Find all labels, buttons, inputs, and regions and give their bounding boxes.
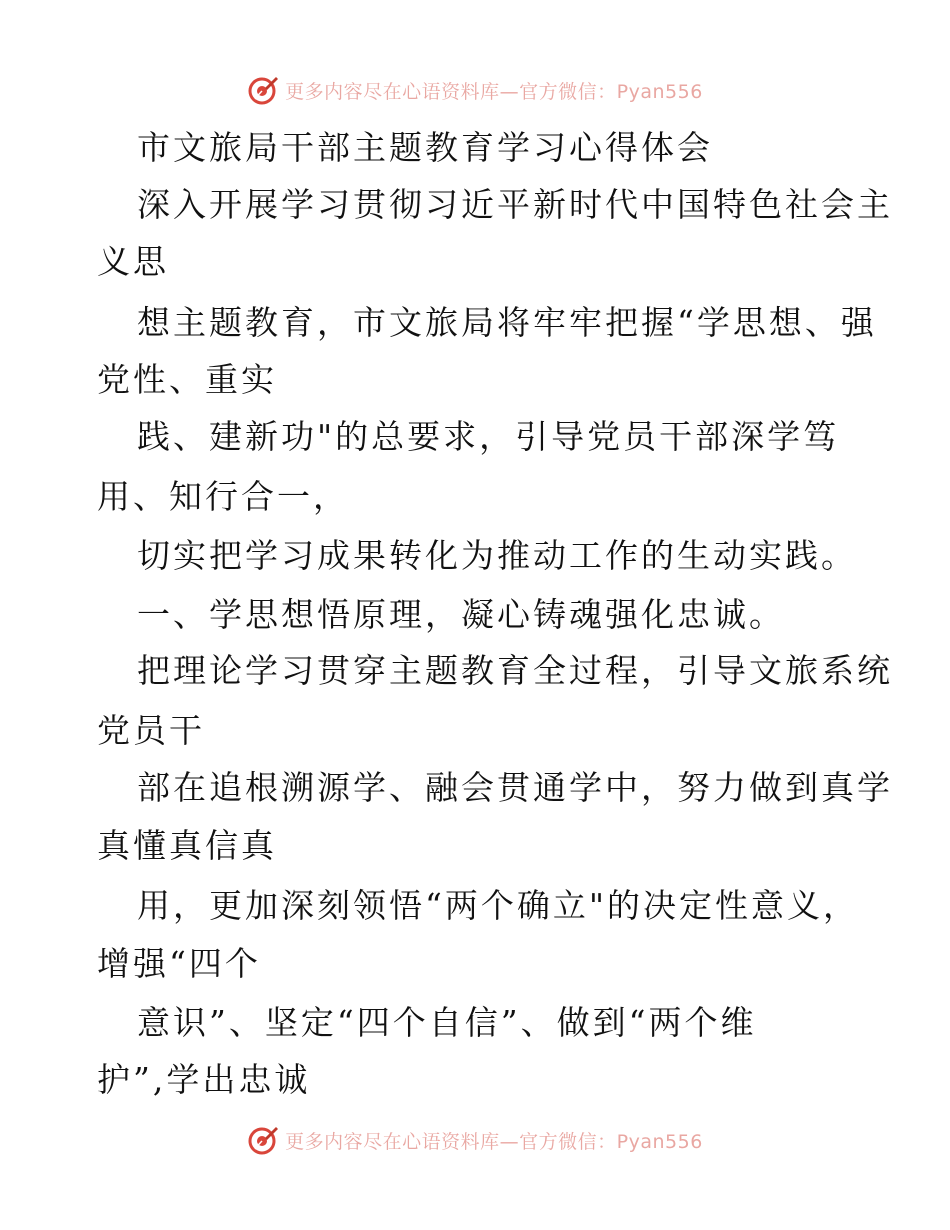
- pen-logo-icon: [247, 1124, 279, 1156]
- paragraph-line: 党性、重实: [97, 360, 277, 399]
- paragraph-line: 义思: [97, 242, 169, 281]
- paragraph-line: 党员干: [97, 711, 205, 750]
- paragraph-line: 意识”、坚定“四个自信”、做到“两个维: [137, 1003, 757, 1042]
- paragraph-line: 切实把学习成果转化为推动工作的生动实践。: [137, 536, 857, 575]
- header-watermark: [0, 70, 950, 110]
- paragraph-line: 深入开展学习贯彻习近平新时代中国特色社会主: [137, 185, 893, 224]
- footer-watermark: [0, 1120, 950, 1160]
- section-heading: 一、学思想悟原理，凝心铸魂强化忠诚。: [137, 595, 785, 634]
- paragraph-line: 部在追根溯源学、融会贯通学中，努力做到真学: [137, 768, 893, 807]
- paragraph-line: 用、知行合一，: [97, 477, 349, 516]
- watermark-text: 更多内容尽在心语资料库—官方微信：Pyan556: [285, 1130, 703, 1153]
- watermark-text: 更多内容尽在心语资料库—官方微信：Pyan556: [285, 80, 703, 103]
- paragraph-line: 真懂真信真: [97, 826, 277, 865]
- paragraph-line: 增强“四个: [97, 944, 261, 983]
- paragraph-line: 想主题教育，市文旅局将牢牢把握“学思想、强: [137, 303, 877, 342]
- paragraph-line: 把理论学习贯穿主题教育全过程，引导文旅系统: [137, 651, 893, 690]
- paragraph-line: 践、建新功"的总要求，引导党员干部深学笃: [137, 417, 840, 456]
- paragraph-line: 护”,学出忠诚: [97, 1060, 311, 1099]
- pen-logo-icon: [247, 74, 279, 106]
- paragraph-line: 用，更加深刻领悟“两个确立"的决定性意义，: [137, 886, 860, 925]
- document-title: 市文旅局干部主题教育学习心得体会: [137, 128, 713, 167]
